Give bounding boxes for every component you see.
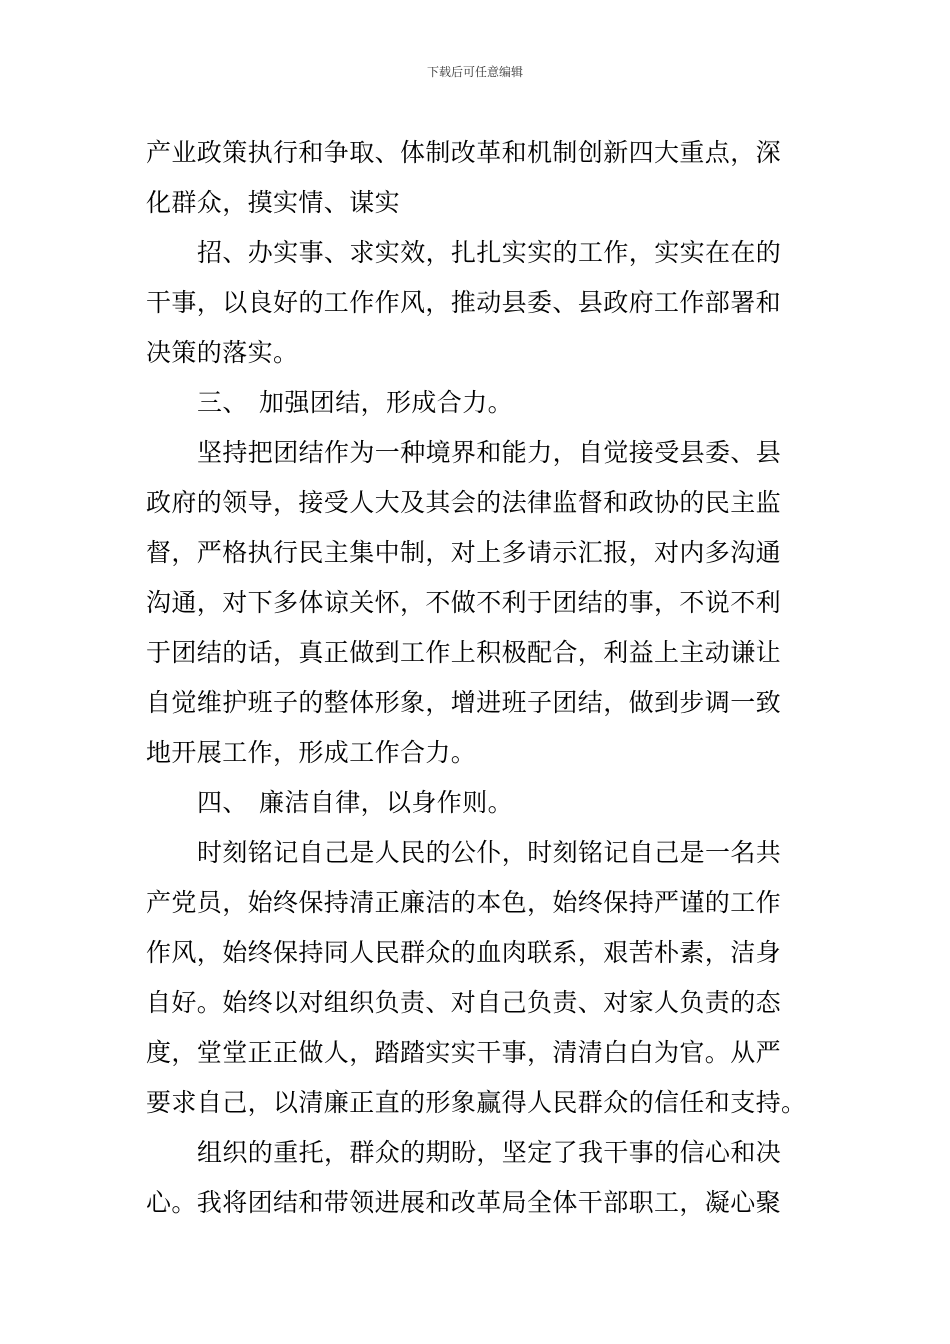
text-line: 自好。始终以对组织负责、对自己负责、对家人负责的态 bbox=[146, 988, 782, 1017]
text-line: 于团结的话，真正做到工作上积极配合，利益上主动谦让 bbox=[146, 638, 782, 667]
section-heading-four bbox=[146, 778, 812, 828]
text-line: 坚持把团结作为一种境界和能力，自觉接受县委、县 bbox=[197, 438, 782, 467]
text-line: 组织的重托，群众的期盼，坚定了我干事的信心和决 bbox=[197, 1138, 782, 1167]
text-line: 度，堂堂正正做人，踏踏实实干事，清清白白为官。从严 bbox=[146, 1038, 782, 1067]
text-line: 地开展工作，形成工作合力。 bbox=[146, 738, 477, 767]
text-line: 干事，以良好的工作作风，推动县委、县政府工作部署和 bbox=[146, 288, 782, 317]
page-header-note: 下载后可任意编辑 bbox=[426, 65, 523, 79]
text-line: 作风，始终保持同人民群众的血肉联系，艰苦朴素，洁身 bbox=[146, 938, 782, 967]
section-heading-three bbox=[146, 378, 812, 428]
section-number: 三、 bbox=[197, 388, 248, 417]
document-body bbox=[146, 128, 812, 1228]
text-line: 决策的落实。 bbox=[146, 338, 299, 367]
text-line: 要求自己，以清廉正直的形象赢得人民群众的信任和支持。 bbox=[146, 1088, 807, 1117]
section-number: 四、 bbox=[197, 788, 248, 817]
text-line: 自觉维护班子的整体形象，增进班子团结，做到步调一致 bbox=[146, 688, 782, 717]
section-title: 加强团结，形成合力。 bbox=[259, 388, 514, 417]
text-line: 化群众，摸实情、谋实 bbox=[146, 188, 401, 217]
text-line: 产业政策执行和争取、体制改革和机制创新四大重点，深 bbox=[146, 138, 782, 167]
text-line: 督，严格执行民主集中制，对上多请示汇报，对内多沟通 bbox=[146, 538, 782, 567]
text-line: 政府的领导，接受人大及其会的法律监督和政协的民主监 bbox=[146, 488, 782, 517]
text-line: 时刻铭记自己是人民的公仆，时刻铭记自己是一名共 bbox=[197, 838, 782, 867]
text-line: 产党员，始终保持清正廉洁的本色，始终保持严谨的工作 bbox=[146, 888, 782, 917]
text-line: 沟通，对下多体谅关怀，不做不利于团结的事，不说不利 bbox=[146, 588, 782, 617]
text-line: 招、办实事、求实效，扎扎实实的工作，实实在在的 bbox=[197, 238, 782, 267]
section-title: 廉洁自律，以身作则。 bbox=[259, 788, 514, 817]
text-line: 心。我将团结和带领进展和改革局全体干部职工，凝心聚 bbox=[146, 1188, 782, 1217]
